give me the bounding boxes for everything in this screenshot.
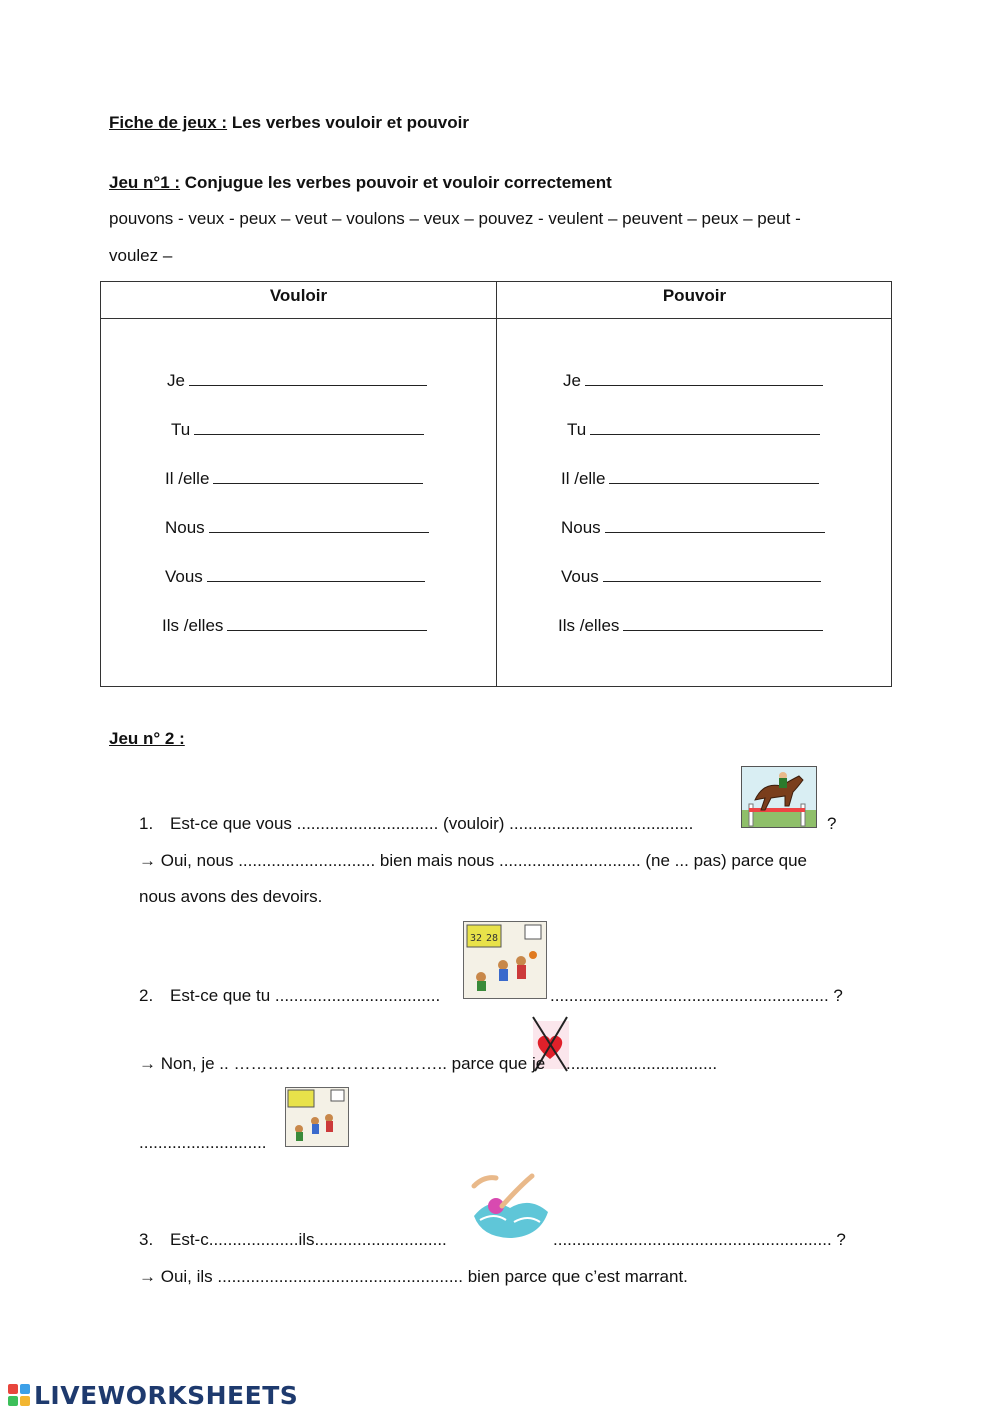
jeu2-heading: Jeu n° 2 :: [109, 729, 185, 748]
q2-line2a[interactable]: → Non, je .. ……………………………….. parce que je: [139, 1054, 546, 1073]
jeu1-heading: Jeu n°1 : Conjugue les verbes pouvoir et vouloir correctement: [109, 173, 612, 192]
q2-line1b[interactable]: ........................................................... ?: [550, 986, 843, 1005]
word-bank-line1: pouvons - veux - peux – veut – voulons – veux – pouvez - veulent – peuvent – peux – peut -: [109, 209, 801, 228]
word-bank-line2: voulez –: [109, 246, 173, 265]
pouvoir-row-ils[interactable]: Ils /elles: [558, 616, 823, 636]
vouloir-row-vous[interactable]: Vous: [165, 567, 425, 587]
basketball-icon: [463, 921, 547, 999]
q2-line3[interactable]: ...........................: [139, 1133, 267, 1152]
pouvoir-row-tu[interactable]: Tu: [567, 420, 820, 440]
pouvoir-row-je[interactable]: Je: [563, 371, 823, 391]
header-vouloir: Vouloir: [269, 286, 328, 305]
logo-cubes-icon: [8, 1384, 30, 1406]
q2-line1a[interactable]: Est-ce que tu ...................................: [170, 986, 441, 1005]
q3-line2[interactable]: → Oui, ils .................................................... bien parce que c’est marrant.: [139, 1267, 688, 1286]
q1-line3: nous avons des devoirs.: [139, 887, 323, 906]
liveworksheets-logo: LIVEWORKSHEETS: [8, 1380, 298, 1410]
conjugation-table: [100, 281, 892, 687]
swimming-icon: [470, 1166, 552, 1248]
svg-text:32: 32: [470, 933, 483, 944]
vouloir-row-je[interactable]: Je: [167, 371, 427, 391]
q3-line1b[interactable]: ........................................................... ?: [553, 1230, 846, 1249]
q1-line2[interactable]: → Oui, nous ............................. bien mais nous .............................. (ne ... pas) parce que: [139, 851, 807, 870]
q2-number: 2.: [139, 986, 154, 1005]
q3-number: 3.: [139, 1230, 154, 1249]
worksheet-title: Fiche de jeux : Les verbes vouloir et pouvoir: [109, 113, 469, 132]
q1-qmark: ?: [827, 814, 837, 833]
svg-text:28: 28: [486, 933, 499, 944]
pouvoir-row-vous[interactable]: Vous: [561, 567, 821, 587]
vouloir-row-tu[interactable]: Tu: [171, 420, 424, 440]
q2-line2b[interactable]: ................................: [566, 1054, 718, 1073]
pouvoir-row-nous[interactable]: Nous: [561, 518, 825, 538]
vouloir-row-il[interactable]: Il /elle: [165, 469, 423, 489]
q1-number: 1.: [139, 814, 154, 833]
basketball-icon-small: [285, 1087, 349, 1147]
vouloir-row-nous[interactable]: Nous: [165, 518, 429, 538]
vouloir-row-ils[interactable]: Ils /elles: [162, 616, 427, 636]
header-pouvoir: Pouvoir: [662, 286, 727, 305]
horse-riding-icon: [741, 766, 817, 828]
pouvoir-row-il[interactable]: Il /elle: [561, 469, 819, 489]
q3-line1a[interactable]: Est-c...................ils............................: [170, 1230, 447, 1249]
q1-line1[interactable]: Est-ce que vous .............................. (vouloir) .......................................: [170, 814, 694, 833]
